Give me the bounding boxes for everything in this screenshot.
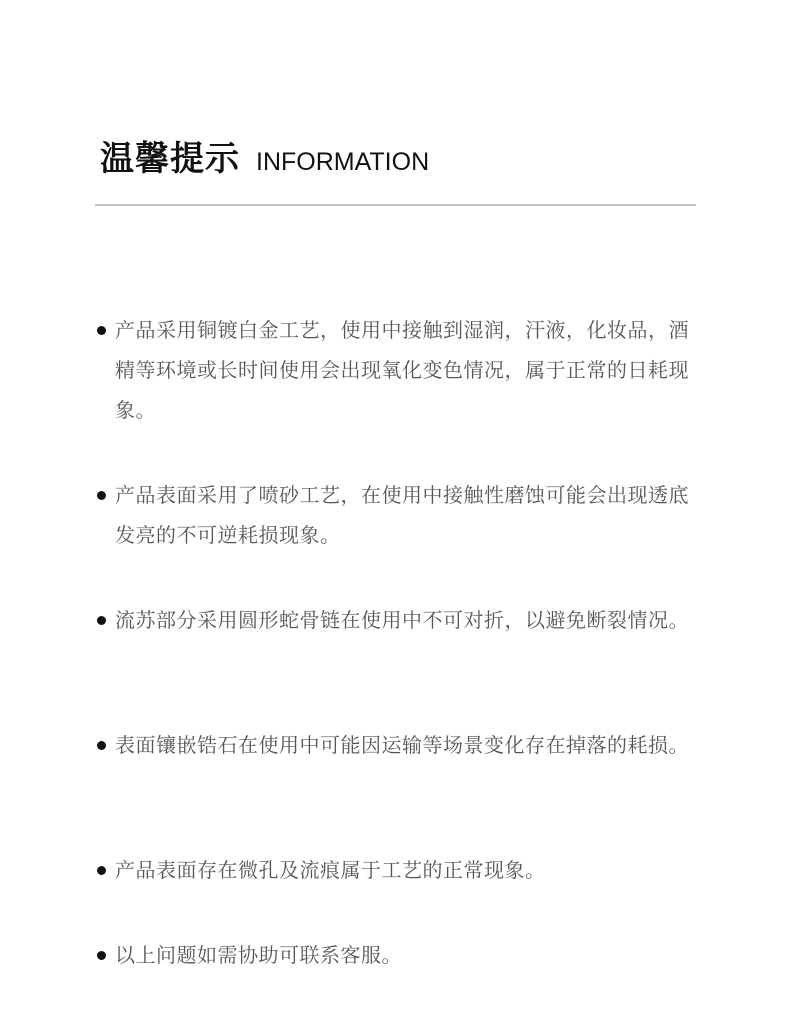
notice-text: 表面镶嵌锆石在使用中可能因运输等场景变化存在掉落的耗损。	[115, 733, 689, 757]
bullet-icon	[97, 491, 106, 500]
page-title: 温馨提示	[100, 139, 240, 179]
page-header	[100, 131, 429, 180]
notice-item-4	[97, 725, 697, 765]
notice-text: 以上问题如需协助可联系客服。	[115, 943, 402, 967]
notice-item-3	[97, 600, 697, 640]
notice-text: 产品表面存在微孔及流痕属于工艺的正常现象。	[115, 858, 546, 882]
bullet-icon	[97, 951, 106, 960]
notice-text: 产品表面采用了喷砂工艺，在使用中接触性磨蚀可能会出现透底发亮的不可逆耗损现象。	[115, 483, 689, 547]
notice-item-2	[97, 475, 697, 555]
notice-text: 流苏部分采用圆形蛇骨链在使用中不可对折，以避免断裂情况。	[115, 608, 689, 632]
bullet-icon	[97, 866, 106, 875]
bullet-icon	[97, 741, 106, 750]
bullet-icon	[97, 326, 106, 335]
bullet-icon	[97, 616, 106, 625]
page-subtitle: INFORMATION	[256, 148, 430, 176]
notice-text: 产品采用铜镀白金工艺，使用中接触到湿润，汗液，化妆品，酒精等环境或长时间使用会出现氧化变色情况，属于正常的日耗现象。	[115, 318, 689, 422]
notice-item-5	[97, 850, 697, 890]
notice-item-1	[97, 310, 697, 430]
header-divider	[95, 204, 696, 206]
notice-item-6	[97, 935, 697, 975]
